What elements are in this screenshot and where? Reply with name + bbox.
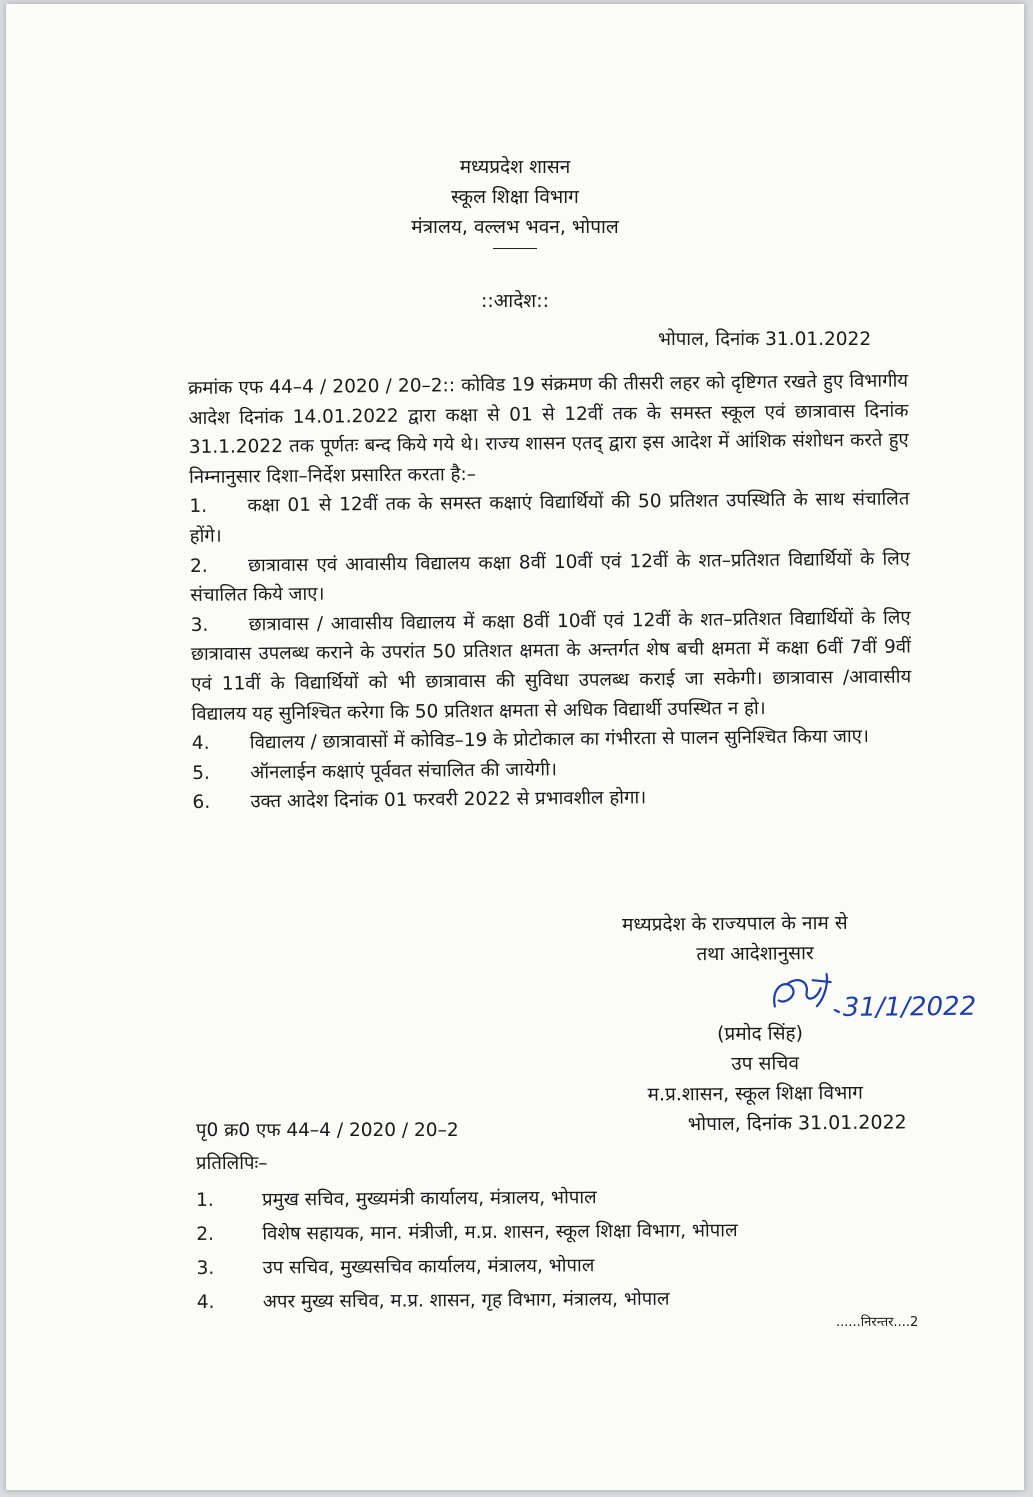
point-number: 5. (192, 762, 210, 784)
order-point (189, 485, 910, 552)
signatory-date: भोपाल, दिनांक 31.01.2022 (687, 1111, 907, 1136)
document-page (6, 4, 1024, 1490)
point-text: छात्रावास एवं आवासीय विद्यालय कक्षा 8वीं 10वीं एवं 12वीं के शत–प्रतिशत विद्यार्थियों के लिए संचालित किये जाए। (190, 548, 911, 607)
order-date: भोपाल, दिनांक 31.01.2022 (658, 329, 872, 350)
order-title: ::आदेश:: (480, 290, 550, 312)
signatory-designation: उप सचिव (731, 1052, 800, 1075)
copy-number: 2. (196, 1223, 215, 1245)
signature-block (606, 907, 977, 1136)
order-point (190, 603, 911, 729)
point-number: 1. (189, 496, 208, 518)
header-divider (493, 248, 537, 249)
header-address: मंत्रालय, वल्लभ भवन, भोपाल (411, 216, 619, 238)
order-point (190, 544, 911, 611)
point-text: विद्यालय / छात्रावासों में कोविड–19 के प्रोटोकाल का गंभीरता से पालन सुनिश्चित किया जाए। (249, 726, 870, 754)
copy-text: उप सचिव, मुख्यसचिव कार्यालय, मंत्रालय, भोपाल (262, 1255, 595, 1279)
copy-number: 3. (196, 1257, 215, 1279)
order-point (192, 781, 912, 818)
copy-item (196, 1180, 737, 1218)
copy-number: 1. (196, 1189, 214, 1211)
copy-text: प्रमुख सचिव, मुख्यमंत्री कार्यालय, मंत्रालय, भोपाल (262, 1187, 597, 1211)
authority-line: मध्यप्रदेश के राज्यपाल के नाम से (622, 911, 848, 936)
copy-item (196, 1248, 737, 1286)
copy-list (196, 1180, 738, 1320)
order-body (188, 366, 913, 817)
point-text: छात्रावास / आवासीय विद्यालय में कक्षा 8वीं 10वीं एवं 12वीं के शत–प्रतिशत विद्यार्थियों के लिए छात्रावास उपलब्ध कराने के उपरांत 50 प्रतिशत क्षमता के अन्तर्गत शेष बची क्षमता में कक्षा 6वीं 7वीं 9वीं एवं 11वीं के विद्यार्थियों को भी छात्रावास की सुविधा उपलब्ध कराई जा सकेगी। छात्रावास /आवासीय विद्यालय यह सुनिश्चित करेगा कि 50 प्रतिशत क्षमता से अधिक विद्यार्थी उपस्थित न हो। (190, 607, 912, 725)
point-text: उक्त आदेश दिनांक 01 फरवरी 2022 से प्रभावशील होगा। (250, 787, 647, 813)
copy-text: विशेष सहायक, मान. मंत्रीजी, म.प्र. शासन, स्कूल शिक्षा विभाग, भोपाल (262, 1220, 738, 1245)
point-text: कक्षा 01 से 12वीं तक के समस्त कक्षाएं विद्यार्थियों की 50 प्रतिशत उपस्थिति के साथ संचालित होंगे। (189, 488, 910, 547)
header-department: स्कूल शिक्षा विभाग (451, 186, 579, 208)
copy-number: 4. (196, 1291, 215, 1313)
copy-reference: पृ0 क्र0 एफ 44–4 / 2020 / 20–2 (196, 1120, 459, 1141)
handwritten-date: 31/1/2022 (842, 991, 977, 1023)
point-number: 6. (192, 792, 211, 814)
copy-label: प्रतिलिपिः– (196, 1153, 268, 1174)
signatory-name: (प्रमोद सिंह) (716, 1022, 804, 1046)
order-line: तथा आदेशानुसार (696, 942, 814, 966)
point-text: ऑनलाईन कक्षाएं पूर्ववत संचालित की जायेगी। (250, 758, 558, 784)
point-number: 4. (191, 732, 210, 755)
point-number: 2. (189, 555, 208, 577)
header-government: मध्यप्रदेश शासन (459, 156, 571, 178)
continued-note: ......निरन्तर....2 (836, 1315, 919, 1330)
copy-item (196, 1214, 737, 1252)
letterhead (6, 152, 1024, 249)
point-number: 3. (190, 614, 209, 636)
copy-text: अपर मुख्य सचिव, म.प्र. शासन, गृह विभाग, मंत्रालय, भोपाल (262, 1288, 670, 1313)
signatory-department: म.प्र.शासन, स्कूल शिक्षा विभाग (647, 1081, 864, 1106)
copy-item (197, 1282, 738, 1320)
order-intro: क्रमांक एफ 44–4 / 2020 / 20–2:: कोविड 19 संक्रमण की तीसरी लहर को दृष्टिगत रखते हुए विभागीय आदेश दिनांक 14.01.2022 द्वारा कक्षा से 01 से 12वीं तक के समस्त स्कूल एवं छात्रावास दिनांक 31.1.2022 तक पूर्णतः बन्द किये गये थे। राज्य शासन एतद् द्वारा इस आदेश में आंशिक संशोधन करते हुए निम्नानुसार दिशा–निर्देश प्रसारित करता है:– (188, 370, 909, 488)
